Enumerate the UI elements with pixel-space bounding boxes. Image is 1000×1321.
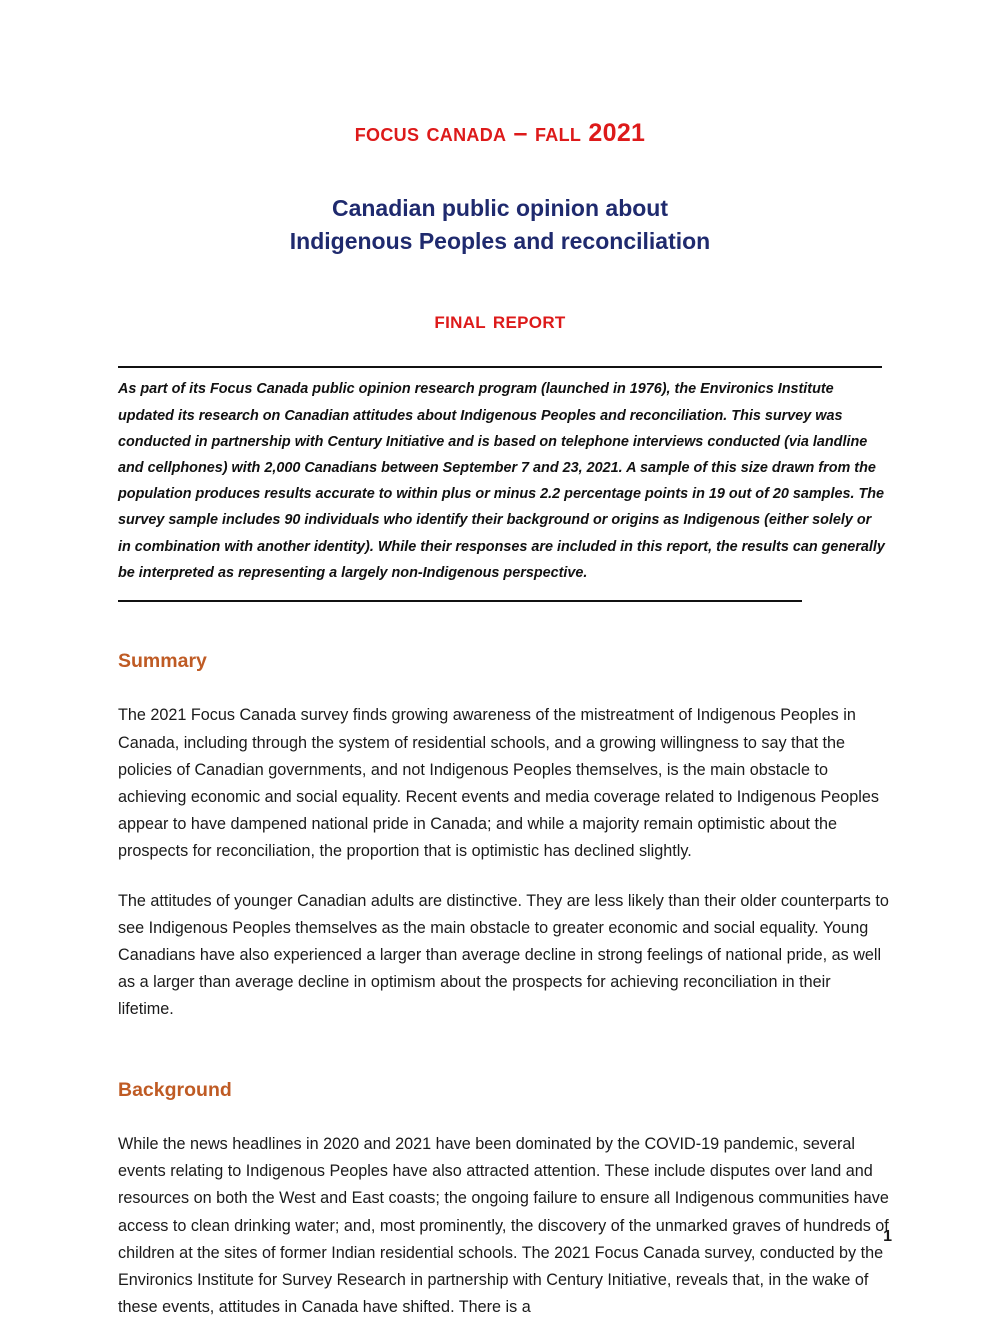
document-subtitle-line-2: Indigenous Peoples and reconciliation: [289, 227, 711, 254]
summary-paragraph-2: The attitudes of younger Canadian adults are distinctive. They are less likely than their older counterparts to see Indigenous Peoples themselves as the main obstacle to greater economic and social equality. Young Canadians have also experienced a larger than average decline in strong feelings of national pride, as well as a larger than average decline in optimism about the prospects for achieving reconciliation in their lifetime.: [118, 891, 889, 1018]
section-heading-summary: Summary: [118, 650, 207, 673]
section-summary: [118, 602, 892, 1023]
document-body: [0, 602, 1000, 1321]
section-background: [118, 1023, 892, 1321]
document-subtitle-line-1: Canadian public opinion about: [331, 195, 669, 221]
final-report-label: final report: [434, 307, 566, 335]
abstract-rule-top: [118, 366, 882, 368]
document-subtitle: [0, 148, 1000, 257]
summary-paragraph-1: The 2021 Focus Canada survey finds growing awareness of the mistreatment of Indigenous Peoples in Canada, including through the system of residential schools, and a growing willingness to say that the policies of Canadian governments, and not Indigenous Peoples themselves, is the main obstacle to achieving economic and social equality. Recent events and media coverage related to Indigenous Peoples appear to have dampened national pride in Canada; and while a majority remain optimistic about the prospects for reconciliation, the proportion that is optimistic has declined slightly.: [118, 706, 879, 860]
title-block: [0, 0, 1000, 335]
abstract-block: [0, 366, 1000, 602]
document-title: focus canada – fall 2021: [354, 119, 646, 147]
abstract-text: As part of its Focus Canada public opinion research program (launched in 1976), the Environics Institute updated its research on Canadian attitudes about Indigenous Peoples and reconciliation. This survey was conducted in partnership with Century Initiative and is based on telephone interviews conducted (via landline and cellphones) with 2,000 Canadians between September 7 and 23, 2021. A sample of this size drawn from the population produces results accurate to within plus or minus 2.2 percentage points in 19 out of 20 samples. The survey sample includes 90 individuals who identify their background or origins as Indigenous (either solely or in combination with another identity). While their responses are included in this report, the results can generally be interpreted as representing a largely non-Indigenous perspective.: [118, 381, 885, 581]
background-paragraph-1: While the news headlines in 2020 and 2021 have been dominated by the COVID-19 pandemic, several events relating to Indigenous Peoples have also attracted attention. These include disputes over land and resources on both the West and East coasts; the ongoing failure to ensure all Indigenous communities have access to clean drinking water; and, most prominently, the discovery of the unmarked graves of hundreds of children at the sites of former Indian residential schools. The 2021 Focus Canada survey, conducted by the Environics Institute for Survey Research in partnership with Century Initiative, reveals that, in the wake of these events, attitudes in Canada have shifted. There is a: [118, 1135, 889, 1316]
section-heading-background: Background: [118, 1078, 232, 1101]
page-number: 1: [883, 1228, 892, 1245]
